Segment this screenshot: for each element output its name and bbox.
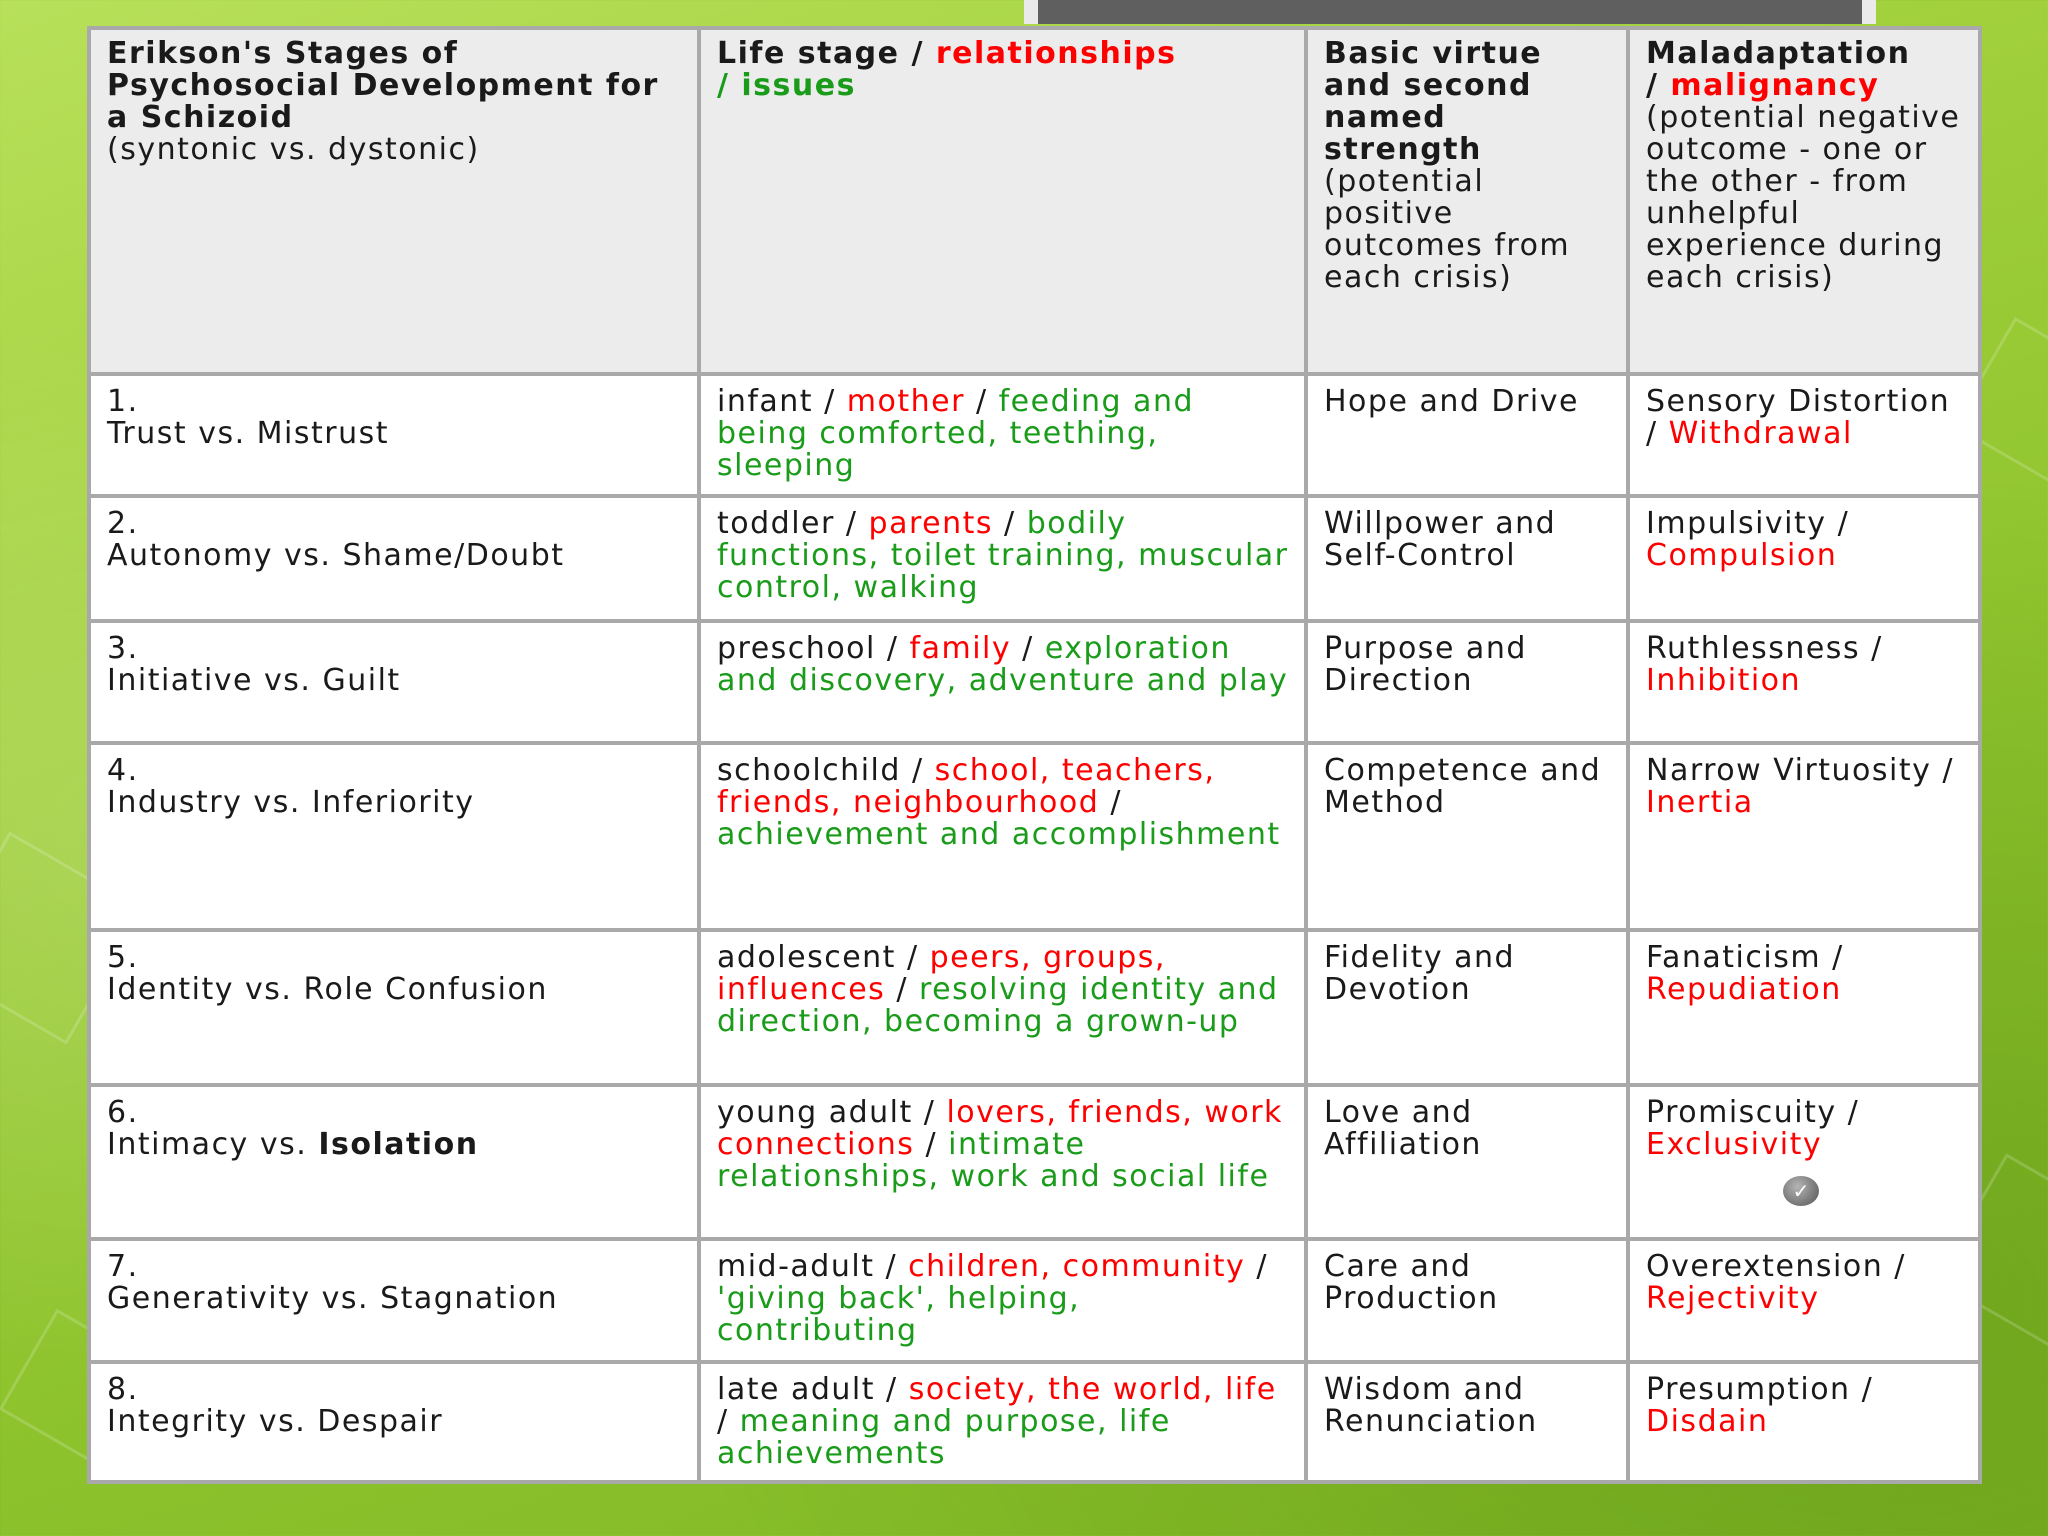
stage-number: 6. bbox=[107, 1094, 139, 1130]
life-stage-cell: late adult / society, the world, life / meaning and purpose, life achievements bbox=[701, 1364, 1304, 1480]
check-icon-wrap bbox=[1646, 1173, 1964, 1206]
stage-number: 5. bbox=[107, 939, 139, 975]
virtue: Love and Affiliation bbox=[1324, 1094, 1482, 1162]
stage-name: Initiative vs. Guilt bbox=[107, 662, 401, 698]
virtue-cell bbox=[1308, 932, 1626, 1083]
table-row bbox=[91, 1364, 1978, 1480]
header-virtue-title: Basic virtue and second named strength bbox=[1324, 36, 1543, 167]
virtue-cell bbox=[1308, 623, 1626, 741]
stage-name: Autonomy vs. Shame/Doubt bbox=[107, 538, 565, 574]
malignancy: Withdrawal bbox=[1668, 416, 1853, 451]
relationships: children, community bbox=[908, 1249, 1246, 1285]
virtue-cell bbox=[1308, 1364, 1626, 1480]
issues: achievement and accomplishment bbox=[717, 817, 1281, 853]
virtue: Willpower and Self-Control bbox=[1324, 506, 1557, 574]
stage-cell bbox=[91, 1364, 697, 1480]
life-stage-cell: mid-adult / children, community / 'giving back', helping, contributing bbox=[701, 1241, 1304, 1359]
life-stage: infant bbox=[717, 384, 814, 419]
table-row bbox=[91, 1087, 1978, 1238]
virtue-cell bbox=[1308, 1087, 1626, 1238]
stage-cell bbox=[91, 498, 697, 618]
relationships: lovers, friends, work connections bbox=[717, 1094, 1283, 1162]
virtue-cell bbox=[1308, 1241, 1626, 1359]
maladaptation: Narrow Virtuosity bbox=[1646, 753, 1932, 789]
issues: meaning and purpose, life achievements bbox=[717, 1403, 1171, 1471]
stage-number: 1. bbox=[107, 384, 139, 419]
stage-name-emphasis: Isolation bbox=[318, 1126, 479, 1162]
stage-name: Industry vs. Inferiority bbox=[107, 785, 475, 821]
stage-number: 4. bbox=[107, 753, 139, 789]
virtue: Fidelity and Devotion bbox=[1324, 939, 1516, 1007]
maladaptation-cell: Presumption / Disdain bbox=[1630, 1364, 1978, 1480]
stage-number: 7. bbox=[107, 1249, 139, 1285]
header-malignancy-label: malignancy bbox=[1670, 68, 1880, 103]
stage-cell bbox=[91, 745, 697, 928]
virtue-cell bbox=[1308, 376, 1626, 494]
maladaptation-cell: Promiscuity / Exclusivity ✓ bbox=[1630, 1087, 1978, 1238]
malignancy: Disdain bbox=[1646, 1403, 1769, 1439]
stage-name: Integrity vs. Despair bbox=[107, 1403, 444, 1439]
header-life-stage bbox=[701, 30, 1304, 372]
header-issues-label: / issues bbox=[717, 68, 856, 103]
life-stage-cell: schoolchild / school, teachers, friends, neighbourhood / achievement and accomplishment bbox=[701, 745, 1304, 928]
malignancy: Inertia bbox=[1646, 785, 1754, 821]
stage-number: 3. bbox=[107, 630, 139, 666]
stage-cell bbox=[91, 932, 697, 1083]
life-stage: young adult bbox=[717, 1094, 913, 1130]
table-header-row bbox=[91, 30, 1978, 372]
table-row bbox=[91, 1241, 1978, 1359]
stage-cell bbox=[91, 623, 697, 741]
malignancy: Inhibition bbox=[1646, 662, 1802, 698]
check-icon[interactable]: ✓ bbox=[1783, 1176, 1819, 1206]
header-maladaptation-label: Maladaptation bbox=[1646, 36, 1911, 71]
issues: feeding and being comforted, teething, sleeping bbox=[717, 384, 1194, 483]
relationships: parents bbox=[868, 506, 993, 542]
virtue: Wisdom and Renunciation bbox=[1324, 1371, 1538, 1439]
issues: 'giving back', helping, contributing bbox=[717, 1281, 1081, 1349]
stage-name: Intimacy vs. bbox=[107, 1126, 319, 1162]
header-virtue-subtitle: (potential positive outcomes from each crisis) bbox=[1324, 164, 1571, 295]
life-stage: toddler bbox=[717, 506, 835, 542]
virtue: Hope and Drive bbox=[1324, 384, 1579, 419]
header-life-stage-label: Life stage / bbox=[717, 36, 936, 71]
header-stages-title: Erikson's Stages of Psychosocial Development for a Schizoid bbox=[107, 36, 659, 135]
header-maladaptation-subtitle: (potential negative outcome - one or the other - from unhelpful experience during each crisis) bbox=[1646, 100, 1961, 295]
relationships: peers, groups, influences bbox=[717, 939, 1166, 1007]
maladaptation-cell: Narrow Virtuosity / Inertia bbox=[1630, 745, 1978, 928]
virtue: Competence and Method bbox=[1324, 753, 1602, 821]
life-stage-cell: young adult / lovers, friends, work connections / intimate relationships, work and social life bbox=[701, 1087, 1304, 1238]
stage-cell bbox=[91, 1241, 697, 1359]
issues: resolving identity and direction, becoming a grown-up bbox=[717, 971, 1279, 1039]
relationships: society, the world, life bbox=[908, 1371, 1277, 1407]
stage-name: Identity vs. Role Confusion bbox=[107, 971, 548, 1007]
virtue: Purpose and Direction bbox=[1324, 630, 1527, 698]
table-row bbox=[91, 932, 1978, 1083]
life-stage-cell: adolescent / peers, groups, influences / resolving identity and direction, becoming a grown-up bbox=[701, 932, 1304, 1083]
malignancy: Compulsion bbox=[1646, 538, 1838, 574]
table-row bbox=[91, 498, 1978, 618]
stage-name: Trust vs. Mistrust bbox=[107, 416, 389, 451]
header-maladaptation bbox=[1630, 30, 1978, 372]
issues: exploration and discovery, adventure and play bbox=[717, 630, 1289, 698]
stage-name: Generativity vs. Stagnation bbox=[107, 1281, 559, 1317]
virtue-cell bbox=[1308, 745, 1626, 928]
maladaptation-cell: Ruthlessness / Inhibition bbox=[1630, 623, 1978, 741]
header-virtue bbox=[1308, 30, 1626, 372]
stage-cell bbox=[91, 1087, 697, 1238]
maladaptation-cell: Impulsivity / Compulsion bbox=[1630, 498, 1978, 618]
table-row bbox=[91, 376, 1978, 494]
maladaptation: Fanaticism bbox=[1646, 939, 1822, 975]
header-relationships-label: relationships bbox=[935, 36, 1177, 71]
life-stage: mid-adult bbox=[717, 1249, 875, 1285]
header-stages-subtitle: (syntonic vs. dystonic) bbox=[107, 132, 480, 167]
maladaptation: Sensory Distortion bbox=[1646, 384, 1951, 419]
erikson-stages-table bbox=[87, 26, 1982, 1484]
header-slash: / bbox=[1646, 68, 1671, 103]
relationships: school, teachers, friends, neighbourhood bbox=[717, 753, 1216, 821]
virtue: Care and Production bbox=[1324, 1249, 1499, 1317]
relationships: family bbox=[909, 630, 1012, 666]
life-stage: adolescent bbox=[717, 939, 896, 975]
malignancy: Rejectivity bbox=[1646, 1281, 1820, 1317]
maladaptation-cell: Sensory Distortion / Withdrawal bbox=[1630, 376, 1978, 494]
issues: bodily functions, toilet training, muscular control, walking bbox=[717, 506, 1289, 606]
maladaptation: Overextension bbox=[1646, 1249, 1884, 1285]
maladaptation: Presumption bbox=[1646, 1371, 1851, 1407]
maladaptation-cell: Fanaticism / Repudiation bbox=[1630, 932, 1978, 1083]
malignancy: Exclusivity bbox=[1646, 1126, 1823, 1162]
maladaptation-cell: Overextension / Rejectivity bbox=[1630, 1241, 1978, 1359]
stage-number: 8. bbox=[107, 1371, 139, 1407]
maladaptation: Promiscuity bbox=[1646, 1094, 1837, 1130]
maladaptation: Impulsivity bbox=[1646, 506, 1827, 542]
top-title-bar bbox=[1024, 0, 1876, 24]
life-stage: late adult bbox=[717, 1371, 876, 1407]
relationships: mother bbox=[846, 384, 965, 419]
life-stage-cell: infant / mother / feeding and being comforted, teething, sleeping bbox=[701, 376, 1304, 494]
table-row bbox=[91, 745, 1978, 928]
life-stage: preschool bbox=[717, 630, 876, 666]
table-row bbox=[91, 623, 1978, 741]
maladaptation: Ruthlessness bbox=[1646, 630, 1861, 666]
virtue-cell bbox=[1308, 498, 1626, 618]
issues: intimate relationships, work and social life bbox=[717, 1126, 1270, 1194]
header-stages bbox=[91, 30, 697, 372]
life-stage-cell: toddler / parents / bodily functions, toilet training, muscular control, walking bbox=[701, 498, 1304, 618]
malignancy: Repudiation bbox=[1646, 971, 1842, 1007]
stage-number: 2. bbox=[107, 506, 139, 542]
life-stage: schoolchild bbox=[717, 753, 901, 789]
life-stage-cell: preschool / family / exploration and discovery, adventure and play bbox=[701, 623, 1304, 741]
stage-cell bbox=[91, 376, 697, 494]
